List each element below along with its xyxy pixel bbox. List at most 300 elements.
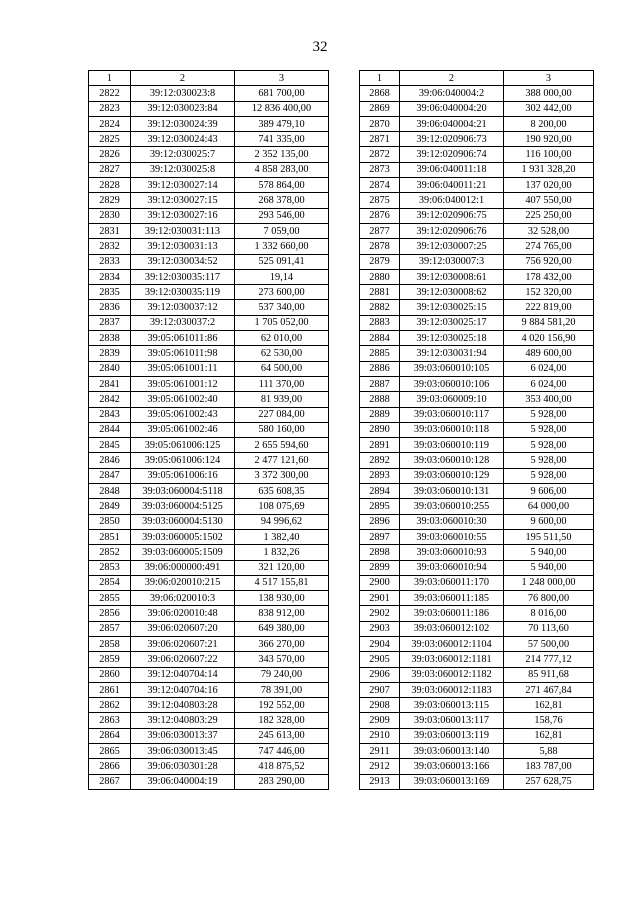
row-number-cell: 2879: [360, 254, 400, 269]
row-number-cell: 2853: [89, 560, 131, 575]
row-number-cell: 2888: [360, 392, 400, 407]
table-header-row: [360, 71, 594, 86]
row-number-cell: 2890: [360, 422, 400, 437]
table-row: [89, 101, 329, 116]
cadastral-number-cell: 39:12:030035:117: [131, 269, 235, 284]
value-cell: 5 940,00: [504, 560, 594, 575]
row-number-cell: 2842: [89, 392, 131, 407]
table-row: [360, 529, 594, 544]
value-cell: 1 832,26: [235, 545, 329, 560]
row-number-cell: 2901: [360, 591, 400, 606]
table-row: [89, 300, 329, 315]
table-row: [360, 269, 594, 284]
row-number-cell: 2883: [360, 315, 400, 330]
value-cell: 32 528,00: [504, 223, 594, 238]
table-row: [360, 116, 594, 131]
row-number-cell: 2831: [89, 223, 131, 238]
cadastral-number-cell: 39:05:061006:125: [131, 438, 235, 453]
value-cell: 274 765,00: [504, 239, 594, 254]
value-cell: 580 160,00: [235, 422, 329, 437]
value-cell: 525 091,41: [235, 254, 329, 269]
value-cell: 293 546,00: [235, 208, 329, 223]
row-number-cell: 2851: [89, 529, 131, 544]
row-number-cell: 2897: [360, 529, 400, 544]
table-row: [360, 468, 594, 483]
table-row: [89, 361, 329, 376]
cadastral-number-cell: 39:12:030027:16: [131, 208, 235, 223]
table-row: [89, 591, 329, 606]
cadastral-number-cell: 39:12:040704:16: [131, 682, 235, 697]
table-row: [89, 545, 329, 560]
table-row: [360, 223, 594, 238]
right-table-body: [360, 71, 594, 790]
table-row: [89, 606, 329, 621]
table-row: [360, 545, 594, 560]
cadastral-number-cell: 39:12:020906:75: [400, 208, 504, 223]
cadastral-number-cell: 39:03:060005:1502: [131, 529, 235, 544]
table-row: [360, 606, 594, 621]
value-cell: 257 628,75: [504, 774, 594, 789]
value-cell: 838 912,00: [235, 606, 329, 621]
value-cell: 5 928,00: [504, 407, 594, 422]
row-number-cell: 2826: [89, 147, 131, 162]
cadastral-number-cell: 39:03:060012:102: [400, 621, 504, 636]
table-row: [89, 86, 329, 101]
cadastral-number-cell: 39:03:060012:1104: [400, 636, 504, 651]
row-number-cell: 2863: [89, 713, 131, 728]
cadastral-number-cell: 39:06:040011:21: [400, 178, 504, 193]
table-row: [89, 392, 329, 407]
table-row: [360, 698, 594, 713]
table-row: [360, 422, 594, 437]
value-cell: 81 939,00: [235, 392, 329, 407]
row-number-cell: 2864: [89, 728, 131, 743]
cadastral-number-cell: 39:03:060012:1181: [400, 652, 504, 667]
table-row: [89, 499, 329, 514]
table-row: [360, 591, 594, 606]
table-row: [360, 713, 594, 728]
row-number-cell: 2909: [360, 713, 400, 728]
cadastral-number-cell: 39:05:061006:124: [131, 453, 235, 468]
table-row: [360, 361, 594, 376]
table-row: [89, 346, 329, 361]
cadastral-number-cell: 39:12:030007:3: [400, 254, 504, 269]
value-cell: 7 059,00: [235, 223, 329, 238]
table-row: [89, 774, 329, 789]
cadastral-number-cell: 39:03:060010:105: [400, 361, 504, 376]
row-number-cell: 2836: [89, 300, 131, 315]
table-row: [89, 652, 329, 667]
value-cell: 214 777,12: [504, 652, 594, 667]
row-number-cell: 2899: [360, 560, 400, 575]
cadastral-number-cell: 39:03:060010:55: [400, 529, 504, 544]
column-header: 1: [89, 71, 131, 86]
cadastral-number-cell: 39:03:060009:10: [400, 392, 504, 407]
value-cell: 389 479,10: [235, 116, 329, 131]
cadastral-number-cell: 39:03:060011:186: [400, 606, 504, 621]
cadastral-number-cell: 39:03:060013:115: [400, 698, 504, 713]
table-row: [89, 254, 329, 269]
value-cell: 1 332 660,00: [235, 239, 329, 254]
table-row: [89, 162, 329, 177]
value-cell: 152 320,00: [504, 285, 594, 300]
row-number-cell: 2867: [89, 774, 131, 789]
cadastral-number-cell: 39:06:040004:2: [400, 86, 504, 101]
table-row: [360, 285, 594, 300]
row-number-cell: 2828: [89, 178, 131, 193]
cadastral-number-cell: 39:12:030008:61: [400, 269, 504, 284]
row-number-cell: 2860: [89, 667, 131, 682]
cadastral-number-cell: 39:12:030031:94: [400, 346, 504, 361]
value-cell: 108 075,69: [235, 499, 329, 514]
row-number-cell: 2866: [89, 759, 131, 774]
column-header: 3: [235, 71, 329, 86]
cadastral-number-cell: 39:06:040004:21: [400, 116, 504, 131]
row-number-cell: 2857: [89, 621, 131, 636]
row-number-cell: 2849: [89, 499, 131, 514]
row-number-cell: 2896: [360, 514, 400, 529]
row-number-cell: 2911: [360, 744, 400, 759]
cadastral-number-cell: 39:06:040011:18: [400, 162, 504, 177]
value-cell: 222 819,00: [504, 300, 594, 315]
value-cell: 302 442,00: [504, 101, 594, 116]
table-row: [89, 682, 329, 697]
value-cell: 268 378,00: [235, 193, 329, 208]
value-cell: 78 391,00: [235, 682, 329, 697]
row-number-cell: 2834: [89, 269, 131, 284]
value-cell: 1 248 000,00: [504, 575, 594, 590]
value-cell: 9 600,00: [504, 514, 594, 529]
table-row: [89, 269, 329, 284]
table-row: [360, 759, 594, 774]
value-cell: 195 511,50: [504, 529, 594, 544]
value-cell: 1 705 052,00: [235, 315, 329, 330]
cadastral-number-cell: 39:06:020607:22: [131, 652, 235, 667]
table-row: [89, 147, 329, 162]
value-cell: 116 100,00: [504, 147, 594, 162]
cadastral-number-cell: 39:03:060010:129: [400, 468, 504, 483]
row-number-cell: 2871: [360, 132, 400, 147]
value-cell: 388 000,00: [504, 86, 594, 101]
value-cell: 190 920,00: [504, 132, 594, 147]
cadastral-number-cell: 39:06:040004:20: [400, 101, 504, 116]
row-number-cell: 2844: [89, 422, 131, 437]
value-cell: 353 400,00: [504, 392, 594, 407]
row-number-cell: 2881: [360, 285, 400, 300]
value-cell: 225 250,00: [504, 208, 594, 223]
row-number-cell: 2872: [360, 147, 400, 162]
column-header: 3: [504, 71, 594, 86]
row-number-cell: 2887: [360, 376, 400, 391]
value-cell: 12 836 400,00: [235, 101, 329, 116]
cadastral-number-cell: 39:03:060004:5130: [131, 514, 235, 529]
column-header: 2: [400, 71, 504, 86]
table-row: [360, 86, 594, 101]
table-row: [360, 300, 594, 315]
value-cell: 756 920,00: [504, 254, 594, 269]
table-row: [89, 759, 329, 774]
table-row: [360, 744, 594, 759]
row-number-cell: 2884: [360, 331, 400, 346]
row-number-cell: 2895: [360, 499, 400, 514]
table-header-row: [89, 71, 329, 86]
table-row: [89, 529, 329, 544]
cadastral-number-cell: 39:05:061006:16: [131, 468, 235, 483]
value-cell: 1 931 328,20: [504, 162, 594, 177]
row-number-cell: 2913: [360, 774, 400, 789]
cadastral-number-cell: 39:12:040803:29: [131, 713, 235, 728]
row-number-cell: 2823: [89, 101, 131, 116]
row-number-cell: 2859: [89, 652, 131, 667]
page-number: 32: [312, 39, 328, 55]
table-row: [89, 468, 329, 483]
row-number-cell: 2873: [360, 162, 400, 177]
table-row: [89, 132, 329, 147]
row-number-cell: 2824: [89, 116, 131, 131]
table-row: [360, 315, 594, 330]
cadastral-number-cell: 39:05:061001:11: [131, 361, 235, 376]
value-cell: 94 996,62: [235, 514, 329, 529]
row-number-cell: 2904: [360, 636, 400, 651]
row-number-cell: 2822: [89, 86, 131, 101]
value-cell: 6 024,00: [504, 361, 594, 376]
table-row: [89, 453, 329, 468]
value-cell: 321 120,00: [235, 560, 329, 575]
value-cell: 57 500,00: [504, 636, 594, 651]
row-number-cell: 2832: [89, 239, 131, 254]
table-row: [360, 575, 594, 590]
value-cell: 79 240,00: [235, 667, 329, 682]
row-number-cell: 2835: [89, 285, 131, 300]
row-number-cell: 2846: [89, 453, 131, 468]
table-row: [89, 621, 329, 636]
table-row: [360, 162, 594, 177]
value-cell: 111 370,00: [235, 376, 329, 391]
table-row: [89, 713, 329, 728]
cadastral-number-cell: 39:03:060013:140: [400, 744, 504, 759]
cadastral-number-cell: 39:05:061002:46: [131, 422, 235, 437]
value-cell: 3 372 300,00: [235, 468, 329, 483]
value-cell: 5,88: [504, 744, 594, 759]
row-number-cell: 2910: [360, 728, 400, 743]
table-row: [360, 514, 594, 529]
table-row: [360, 484, 594, 499]
cadastral-number-cell: 39:03:060010:94: [400, 560, 504, 575]
column-header: 1: [360, 71, 400, 86]
cadastral-number-cell: 39:12:030025:15: [400, 300, 504, 315]
left-table: [88, 70, 329, 790]
row-number-cell: 2852: [89, 545, 131, 560]
cadastral-number-cell: 39:12:030025:7: [131, 147, 235, 162]
cadastral-number-cell: 39:06:040004:19: [131, 774, 235, 789]
row-number-cell: 2848: [89, 484, 131, 499]
row-number-cell: 2865: [89, 744, 131, 759]
value-cell: 5 928,00: [504, 422, 594, 437]
row-number-cell: 2877: [360, 223, 400, 238]
cadastral-number-cell: 39:06:020010:48: [131, 606, 235, 621]
value-cell: 62 530,00: [235, 346, 329, 361]
cadastral-number-cell: 39:03:060004:5125: [131, 499, 235, 514]
value-cell: 343 570,00: [235, 652, 329, 667]
cadastral-number-cell: 39:03:060010:117: [400, 407, 504, 422]
row-number-cell: 2830: [89, 208, 131, 223]
table-row: [360, 239, 594, 254]
row-number-cell: 2841: [89, 376, 131, 391]
cadastral-number-cell: 39:03:060010:106: [400, 376, 504, 391]
cadastral-number-cell: 39:03:060012:1182: [400, 667, 504, 682]
row-number-cell: 2886: [360, 361, 400, 376]
cadastral-number-cell: 39:05:061011:86: [131, 331, 235, 346]
value-cell: 2 352 135,00: [235, 147, 329, 162]
table-row: [360, 652, 594, 667]
value-cell: 2 655 594,60: [235, 438, 329, 453]
value-cell: 8 200,00: [504, 116, 594, 131]
row-number-cell: 2906: [360, 667, 400, 682]
row-number-cell: 2876: [360, 208, 400, 223]
cadastral-number-cell: 39:12:030024:39: [131, 116, 235, 131]
cadastral-number-cell: 39:12:030037:12: [131, 300, 235, 315]
table-row: [89, 484, 329, 499]
row-number-cell: 2854: [89, 575, 131, 590]
value-cell: 366 270,00: [235, 636, 329, 651]
cadastral-number-cell: 39:12:030027:15: [131, 193, 235, 208]
cadastral-number-cell: 39:05:061001:12: [131, 376, 235, 391]
cadastral-number-cell: 39:03:060013:117: [400, 713, 504, 728]
value-cell: 273 600,00: [235, 285, 329, 300]
cadastral-number-cell: 39:12:030031:13: [131, 239, 235, 254]
right-table: [359, 70, 594, 790]
cadastral-number-cell: 39:05:061002:43: [131, 407, 235, 422]
value-cell: 62 010,00: [235, 331, 329, 346]
cadastral-number-cell: 39:03:060010:119: [400, 438, 504, 453]
table-row: [89, 422, 329, 437]
row-number-cell: 2892: [360, 453, 400, 468]
value-cell: 162,81: [504, 728, 594, 743]
table-row: [89, 193, 329, 208]
row-number-cell: 2878: [360, 239, 400, 254]
row-number-cell: 2862: [89, 698, 131, 713]
cadastral-number-cell: 39:06:020010:3: [131, 591, 235, 606]
row-number-cell: 2900: [360, 575, 400, 590]
row-number-cell: 2882: [360, 300, 400, 315]
table-row: [360, 346, 594, 361]
cadastral-number-cell: 39:06:000000:491: [131, 560, 235, 575]
cadastral-number-cell: 39:12:030023:84: [131, 101, 235, 116]
table-row: [89, 208, 329, 223]
cadastral-number-cell: 39:12:030035:119: [131, 285, 235, 300]
row-number-cell: 2833: [89, 254, 131, 269]
table-row: [360, 636, 594, 651]
table-row: [360, 453, 594, 468]
cadastral-number-cell: 39:03:060010:128: [400, 453, 504, 468]
table-row: [360, 254, 594, 269]
table-row: [360, 774, 594, 789]
cadastral-number-cell: 39:12:020906:73: [400, 132, 504, 147]
cadastral-number-cell: 39:03:060010:30: [400, 514, 504, 529]
value-cell: 6 024,00: [504, 376, 594, 391]
table-row: [89, 575, 329, 590]
row-number-cell: 2908: [360, 698, 400, 713]
row-number-cell: 2874: [360, 178, 400, 193]
value-cell: 9 606,00: [504, 484, 594, 499]
value-cell: 183 787,00: [504, 759, 594, 774]
table-row: [360, 682, 594, 697]
value-cell: 5 928,00: [504, 438, 594, 453]
table-row: [89, 560, 329, 575]
value-cell: 5 928,00: [504, 453, 594, 468]
row-number-cell: 2870: [360, 116, 400, 131]
cadastral-number-cell: 39:06:020010:215: [131, 575, 235, 590]
row-number-cell: 2856: [89, 606, 131, 621]
cadastral-number-cell: 39:12:030037:2: [131, 315, 235, 330]
row-number-cell: 2837: [89, 315, 131, 330]
row-number-cell: 2825: [89, 132, 131, 147]
value-cell: 578 864,00: [235, 178, 329, 193]
table-row: [89, 438, 329, 453]
value-cell: 245 613,00: [235, 728, 329, 743]
table-row: [360, 132, 594, 147]
cadastral-number-cell: 39:12:030034:52: [131, 254, 235, 269]
row-number-cell: 2861: [89, 682, 131, 697]
row-number-cell: 2827: [89, 162, 131, 177]
left-table-body: [89, 71, 329, 790]
row-number-cell: 2868: [360, 86, 400, 101]
value-cell: 162,81: [504, 698, 594, 713]
row-number-cell: 2840: [89, 361, 131, 376]
value-cell: 4 517 155,81: [235, 575, 329, 590]
row-number-cell: 2869: [360, 101, 400, 116]
value-cell: 489 600,00: [504, 346, 594, 361]
table-row: [89, 698, 329, 713]
value-cell: 138 930,00: [235, 591, 329, 606]
row-number-cell: 2847: [89, 468, 131, 483]
table-row: [360, 147, 594, 162]
value-cell: 635 608,35: [235, 484, 329, 499]
cadastral-number-cell: 39:12:030023:8: [131, 86, 235, 101]
value-cell: 64 500,00: [235, 361, 329, 376]
cadastral-number-cell: 39:03:060004:5118: [131, 484, 235, 499]
table-row: [360, 331, 594, 346]
row-number-cell: 2845: [89, 438, 131, 453]
table-row: [89, 407, 329, 422]
cadastral-number-cell: 39:12:030025:8: [131, 162, 235, 177]
value-cell: 418 875,52: [235, 759, 329, 774]
value-cell: 137 020,00: [504, 178, 594, 193]
table-row: [89, 178, 329, 193]
table-row: [360, 178, 594, 193]
table-row: [89, 728, 329, 743]
cadastral-number-cell: 39:06:020607:21: [131, 636, 235, 651]
cadastral-number-cell: 39:05:061002:40: [131, 392, 235, 407]
cadastral-number-cell: 39:03:060010:131: [400, 484, 504, 499]
cadastral-number-cell: 39:06:020607:20: [131, 621, 235, 636]
row-number-cell: 2843: [89, 407, 131, 422]
table-row: [360, 101, 594, 116]
value-cell: 4 020 156,90: [504, 331, 594, 346]
row-number-cell: 2855: [89, 591, 131, 606]
value-cell: 4 858 283,00: [235, 162, 329, 177]
cadastral-number-cell: 39:12:030025:18: [400, 331, 504, 346]
cadastral-number-cell: 39:03:060013:166: [400, 759, 504, 774]
row-number-cell: 2905: [360, 652, 400, 667]
value-cell: 227 084,00: [235, 407, 329, 422]
table-row: [360, 208, 594, 223]
table-row: [360, 728, 594, 743]
row-number-cell: 2858: [89, 636, 131, 651]
row-number-cell: 2907: [360, 682, 400, 697]
cadastral-number-cell: 39:03:060013:119: [400, 728, 504, 743]
cadastral-number-cell: 39:12:030027:14: [131, 178, 235, 193]
